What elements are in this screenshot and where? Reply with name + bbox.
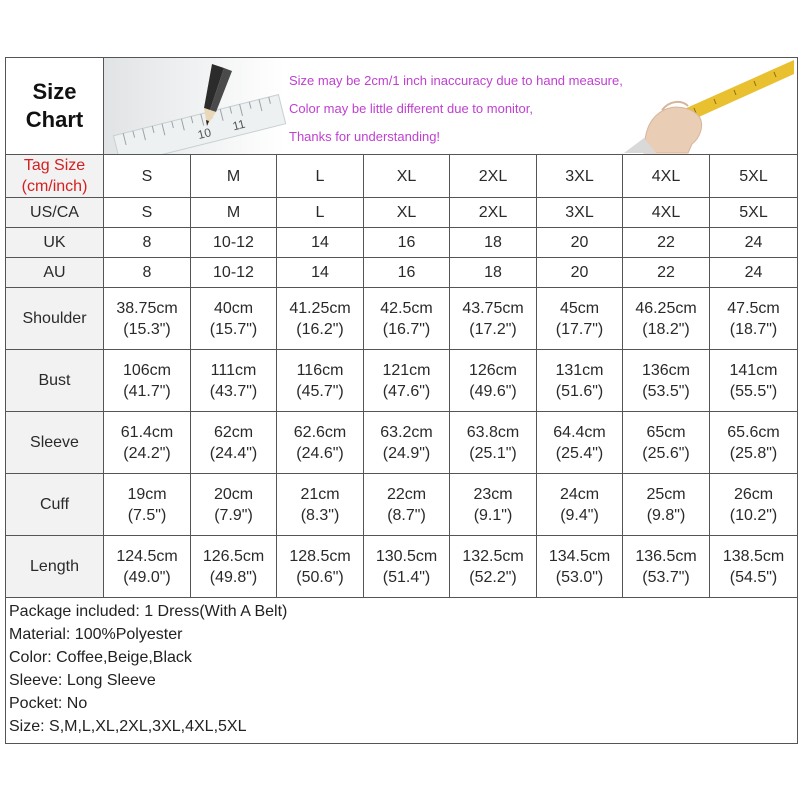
tag-size-cell: L [277, 155, 364, 198]
measure-cell [104, 288, 191, 350]
measure-inch: (18.7") [729, 320, 778, 338]
measure-inch: (25.8") [729, 444, 778, 462]
measure-cell [277, 350, 364, 412]
measure-row-sleeve [6, 412, 798, 474]
measure-cm: 65cm [646, 423, 686, 441]
measure-inch: (49.0") [123, 568, 171, 586]
ruler-number-10: 10 [196, 125, 213, 143]
info-sizes: Size: S,M,L,XL,2XL,3XL,4XL,5XL [9, 718, 247, 735]
measure-cm: 21cm [300, 485, 340, 503]
measure-cm: 40cm [213, 299, 254, 317]
tag-size-cell: 3XL [537, 155, 623, 198]
region-size-cell: 16 [364, 258, 450, 288]
region-size-cell: 22 [623, 228, 710, 258]
measure-cm: 132.5cm [462, 547, 524, 565]
measure-cm: 45cm [559, 299, 600, 317]
measure-row-cuff [6, 474, 798, 536]
measure-inch: (7.5") [127, 506, 167, 524]
measure-inch: (54.5") [729, 568, 778, 586]
measure-label: Shoulder [6, 288, 104, 350]
measure-cell [450, 412, 537, 474]
measure-cm: 121cm [382, 361, 431, 379]
measure-cm: 128.5cm [289, 547, 351, 565]
measure-inch: (43.7") [209, 382, 258, 400]
size-chart-title [6, 58, 104, 155]
measure-cell [277, 288, 364, 350]
measure-cell [623, 288, 710, 350]
measure-inch: (55.5") [729, 382, 778, 400]
tag-size-label [6, 155, 104, 198]
measure-cell [277, 536, 364, 598]
measure-cm: 65.6cm [727, 423, 780, 441]
measure-inch: (9.4") [560, 506, 599, 524]
measure-inch: (52.2") [469, 568, 517, 586]
measure-cm: 25cm [646, 485, 686, 503]
measure-cm: 111cm [210, 361, 257, 379]
tag-size-cell: 4XL [623, 155, 710, 198]
measure-cm: 63.8cm [466, 423, 520, 441]
region-size-cell: 8 [104, 228, 191, 258]
region-row-uk [6, 228, 798, 258]
note-thanks: Thanks for understanding! [289, 129, 441, 144]
region-size-cell: M [191, 198, 277, 228]
measure-cm: 130.5cm [375, 547, 438, 565]
title-line-2: Chart [25, 107, 84, 132]
measure-cell [104, 412, 191, 474]
measure-cm: 62.6cm [293, 423, 347, 441]
measure-cm: 126cm [468, 361, 518, 379]
measure-cm: 62cm [213, 423, 254, 441]
measure-cm: 41.25cm [289, 299, 351, 317]
measure-cm: 38.75cm [116, 299, 178, 317]
tag-size-label-line-2: (cm/inch) [21, 178, 88, 195]
info-material: Material: 100%Polyester [9, 626, 183, 643]
measure-inch: (49.8") [209, 568, 258, 586]
measure-cell [450, 474, 537, 536]
measure-cell [364, 474, 450, 536]
measure-inch: (51.4") [382, 568, 431, 586]
measure-cell [450, 536, 537, 598]
region-size-cell: 10-12 [191, 228, 277, 258]
measure-inch: (9.1") [473, 506, 513, 524]
measure-inch: (47.6") [382, 382, 431, 400]
region-size-cell: 8 [104, 258, 191, 288]
measure-inch: (53.0") [555, 568, 604, 586]
measure-cell [623, 536, 710, 598]
measure-cell [537, 412, 623, 474]
region-label: US/CA [6, 198, 104, 228]
measure-cm: 138.5cm [722, 547, 785, 565]
tag-size-cell: 5XL [710, 155, 798, 198]
hand-icon [624, 102, 702, 153]
measure-cell [710, 350, 798, 412]
measure-cm: 106cm [122, 361, 172, 379]
measure-cell [710, 474, 798, 536]
measure-inch: (25.1") [469, 444, 517, 462]
info-row [6, 598, 798, 744]
measure-cell [364, 288, 450, 350]
measure-cell [450, 350, 537, 412]
measure-cm: 124.5cm [116, 547, 178, 565]
info-package: Package included: 1 Dress(With A Belt) [9, 603, 288, 620]
measure-inch: (15.3") [123, 320, 171, 338]
measure-inch: (8.7") [387, 506, 426, 524]
measure-cm: 136.5cm [635, 547, 697, 565]
region-size-cell: 20 [537, 258, 623, 288]
measure-cm: 20cm [213, 485, 254, 503]
measure-cell [191, 288, 277, 350]
measure-inch: (15.7") [209, 320, 258, 338]
region-size-cell: S [104, 198, 191, 228]
measure-inch: (25.4") [555, 444, 604, 462]
measure-inch: (9.8") [646, 506, 686, 524]
measure-label: Sleeve [6, 412, 104, 474]
measure-cm: 63.2cm [380, 423, 433, 441]
banner [104, 58, 797, 154]
region-size-cell: 22 [623, 258, 710, 288]
tag-size-cell: 2XL [450, 155, 537, 198]
region-size-cell: 14 [277, 228, 364, 258]
region-size-cell: 4XL [623, 198, 710, 228]
measure-row-bust [6, 350, 798, 412]
info-pocket: Pocket: No [9, 695, 88, 712]
measure-cm: 61.4cm [120, 423, 174, 441]
info-color: Color: Coffee,Beige,Black [9, 649, 192, 666]
measure-cm: 24cm [559, 485, 600, 503]
measure-cell [364, 536, 450, 598]
measure-cell [364, 350, 450, 412]
measure-cm: 43.75cm [462, 299, 524, 317]
measure-cell [277, 412, 364, 474]
measure-inch: (17.7") [555, 320, 604, 338]
measure-inch: (24.6") [296, 444, 344, 462]
measure-cell [537, 350, 623, 412]
measure-inch: (7.9") [214, 506, 253, 524]
measure-cell [191, 412, 277, 474]
region-row-au [6, 258, 798, 288]
measure-inch: (24.4") [209, 444, 258, 462]
measure-inch: (17.2") [469, 320, 517, 338]
measure-inch: (24.2") [123, 444, 171, 462]
measure-cm: 126.5cm [202, 547, 265, 565]
measure-inch: (25.6") [642, 444, 690, 462]
measure-cell [191, 474, 277, 536]
measure-cell [710, 412, 798, 474]
measure-inch: (53.7") [642, 568, 690, 586]
measure-cm: 19cm [127, 485, 167, 503]
measure-cell [710, 288, 798, 350]
region-size-cell: 14 [277, 258, 364, 288]
measure-cm: 141cm [729, 361, 778, 379]
measure-cell [623, 474, 710, 536]
tag-size-cell: S [104, 155, 191, 198]
region-size-cell: 10-12 [191, 258, 277, 288]
measure-inch: (16.2") [296, 320, 344, 338]
note-color: Color may be little different due to monitor, [289, 101, 533, 116]
measure-cm: 131cm [555, 361, 604, 379]
info-sleeve: Sleeve: Long Sleeve [9, 672, 156, 689]
note-hand-measure: Size may be 2cm/1 inch inaccuracy due to hand measure, [289, 73, 623, 88]
region-size-cell: L [277, 198, 364, 228]
title-line-1: Size [32, 79, 77, 104]
measure-cm: 42.5cm [380, 299, 433, 317]
region-size-cell: 18 [450, 228, 537, 258]
measure-label: Cuff [6, 474, 104, 536]
region-size-cell: 16 [364, 228, 450, 258]
measure-cm: 46.25cm [635, 299, 697, 317]
measure-inch: (49.6") [469, 382, 517, 400]
measure-inch: (18.2") [642, 320, 690, 338]
product-info [6, 598, 798, 744]
region-row-usca [6, 198, 798, 228]
measure-cell [104, 350, 191, 412]
measure-inch: (16.7") [382, 320, 431, 338]
measure-cm: 23cm [473, 485, 513, 503]
measure-inch: (41.7") [123, 382, 171, 400]
ruler-number-11: 11 [231, 116, 247, 134]
measure-cell [623, 412, 710, 474]
measure-cell [364, 412, 450, 474]
measure-inch: (53.5") [642, 382, 690, 400]
region-size-cell: 20 [537, 228, 623, 258]
region-size-cell: 18 [450, 258, 537, 288]
banner-row [6, 58, 798, 155]
measure-cell [537, 536, 623, 598]
measure-cm: 22cm [386, 485, 427, 503]
tag-size-cell: XL [364, 155, 450, 198]
measure-cell [537, 288, 623, 350]
tag-size-row [6, 155, 798, 198]
measure-inch: (45.7") [296, 382, 344, 400]
measure-cm: 136cm [641, 361, 691, 379]
measure-cell [450, 288, 537, 350]
region-size-cell: 5XL [710, 198, 798, 228]
measure-row-shoulder [6, 288, 798, 350]
measure-row-length [6, 536, 798, 598]
region-label: AU [6, 258, 104, 288]
banner-cell [104, 58, 798, 155]
size-chart-table [5, 57, 798, 744]
tag-size-label-line-1: Tag Size [23, 157, 86, 174]
measure-cm: 47.5cm [727, 299, 780, 317]
measure-cell [104, 474, 191, 536]
region-size-cell: 24 [710, 228, 798, 258]
measure-inch: (24.9") [382, 444, 431, 462]
measure-inch: (51.6") [555, 382, 604, 400]
region-size-cell: 24 [710, 258, 798, 288]
measure-cm: 26cm [733, 485, 774, 503]
measure-cell [537, 474, 623, 536]
tag-size-cell: M [191, 155, 277, 198]
region-size-cell: 2XL [450, 198, 537, 228]
measure-cell [623, 350, 710, 412]
measure-cm: 116cm [296, 361, 344, 379]
measure-label: Bust [6, 350, 104, 412]
region-size-cell: 3XL [537, 198, 623, 228]
measure-cell [104, 536, 191, 598]
measure-cell [710, 536, 798, 598]
measure-cell [191, 350, 277, 412]
measure-inch: (50.6") [296, 568, 344, 586]
region-label: UK [6, 228, 104, 258]
measure-cell [277, 474, 364, 536]
measure-cell [191, 536, 277, 598]
measure-cm: 64.4cm [553, 423, 606, 441]
measure-label: Length [6, 536, 104, 598]
measure-inch: (8.3") [300, 506, 340, 524]
measure-inch: (10.2") [729, 506, 778, 524]
region-size-cell: XL [364, 198, 450, 228]
measure-cm: 134.5cm [548, 547, 611, 565]
